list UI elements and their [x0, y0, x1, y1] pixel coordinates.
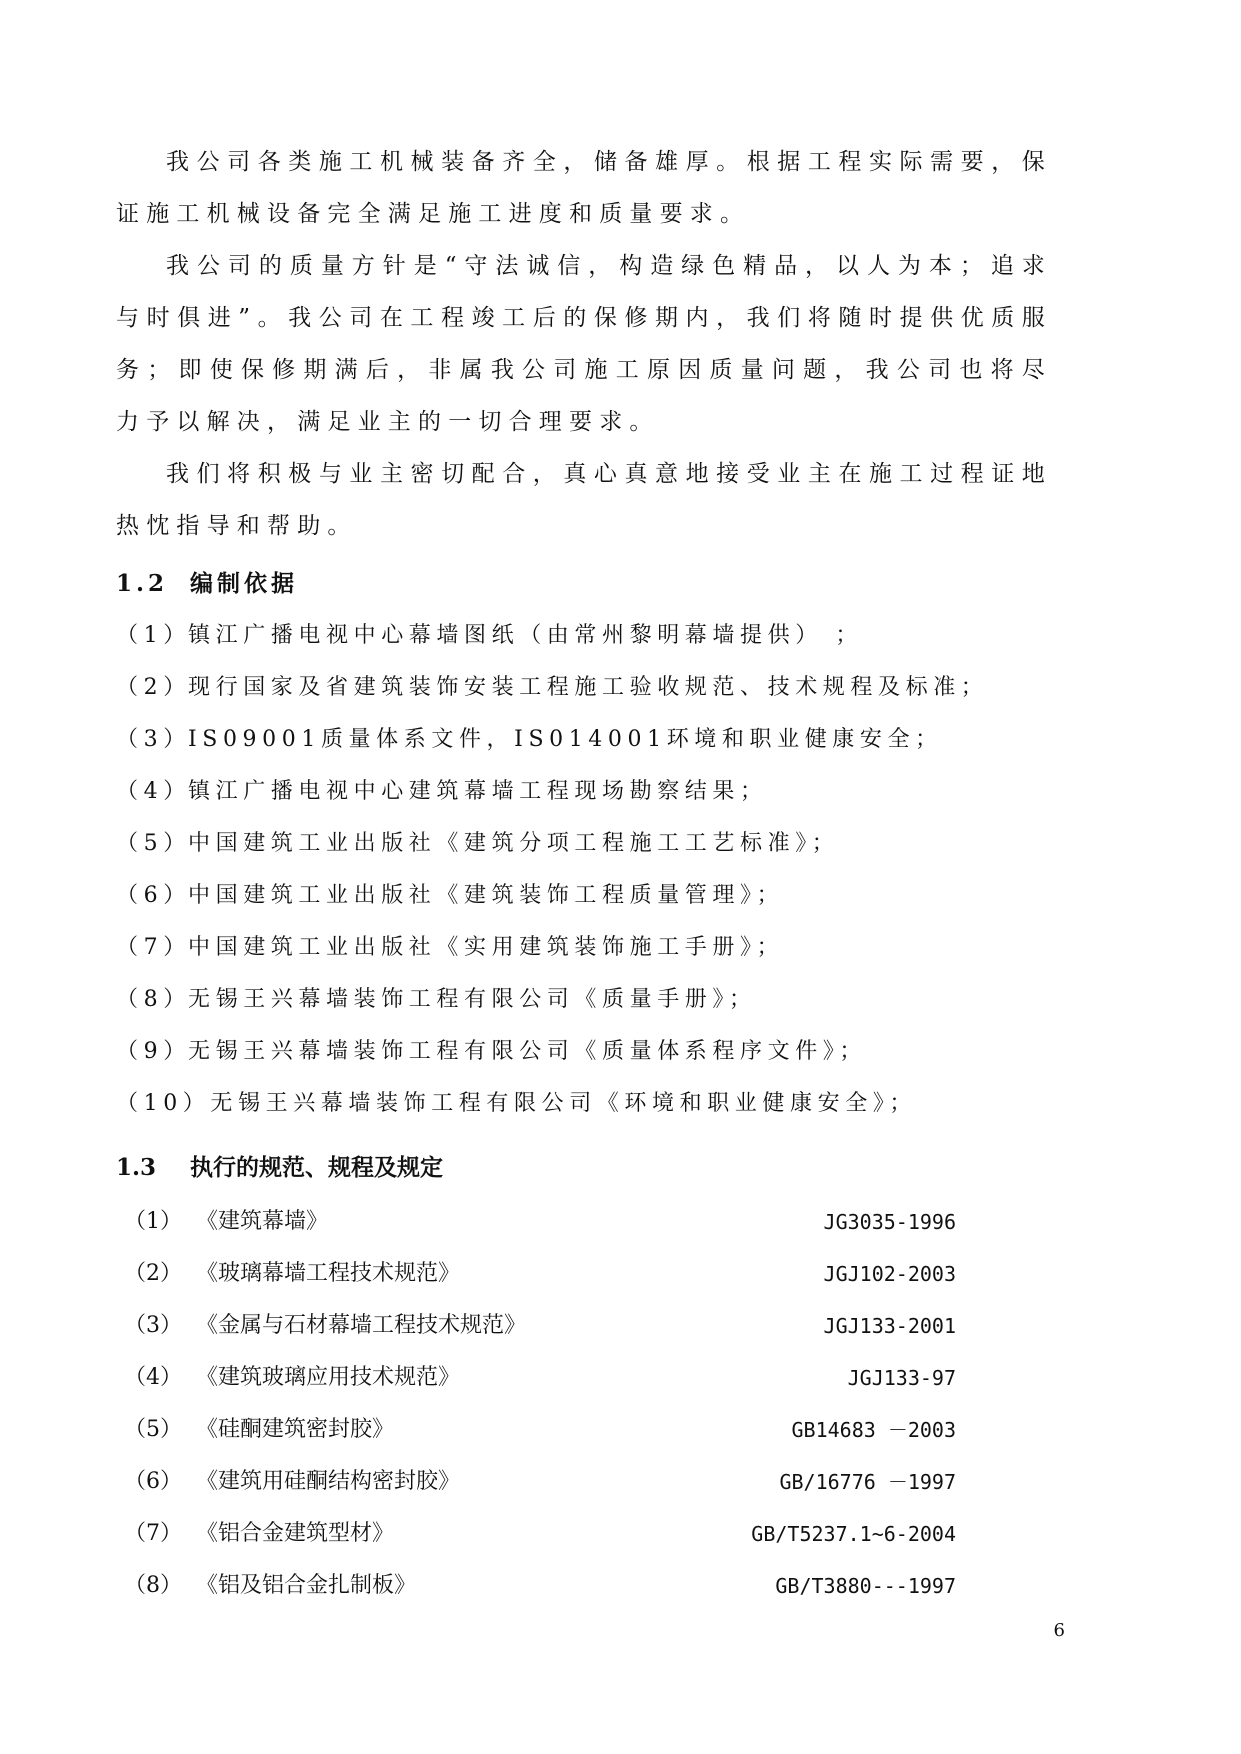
standard-code: GB/T5237.1~6-2004 — [751, 1522, 956, 1546]
standard-code: JGJ102-2003 — [823, 1262, 956, 1286]
list-item — [116, 818, 1056, 870]
standard-code: GB/16776 －1997 — [779, 1470, 956, 1494]
standard-code: JG3035-1996 — [823, 1210, 956, 1234]
item-text: IS09001质量体系文件，IS014001环境和职业健康安全； — [188, 727, 943, 752]
item-text: 无锡王兴幕墙装饰工程有限公司《质量手册》； — [188, 987, 757, 1012]
item-number: （4） — [116, 779, 191, 804]
list-item — [116, 1026, 1056, 1078]
item-number: （6） — [116, 883, 191, 908]
item-number: （5） — [116, 831, 191, 856]
item-text: 镇江广播电视中心幕墙图纸（由常州黎明幕墙提供） ； — [188, 623, 863, 648]
standard-title: 《金属与石材幕墙工程技术规范》 — [196, 1313, 527, 1338]
item-number: （8） — [116, 987, 191, 1012]
list-item — [116, 1078, 1056, 1130]
list-item — [116, 714, 1056, 766]
list-item — [116, 610, 1056, 662]
section-number: 1.2 — [116, 570, 169, 597]
standard-row — [116, 1456, 956, 1508]
paragraph-equipment: 我公司各类施工机械装备齐全，储备雄厚。根据工程实际需要，保证施工机械设备完全满足施工进度和质量要求。 — [116, 149, 1052, 227]
item-number: （3） — [116, 727, 191, 752]
item-text: 中国建筑工业出版社《实用建筑装饰施工手册》； — [188, 935, 785, 960]
standard-row — [116, 1196, 956, 1248]
paragraph-quality-policy: 我公司的质量方针是“守法诚信，构造绿色精品，以人为本；追求与时俱进”。我公司在工程竣工后的保修期内，我们将随时提供优质服务；即使保修期满后，非属我公司施工原因质量问题，我公司也将尽力予以解决，满足业主的一切合理要求。 — [116, 253, 1052, 435]
item-text: 中国建筑工业出版社《建筑装饰工程质量管理》； — [188, 883, 785, 908]
item-text: 无锡王兴幕墙装饰工程有限公司《质量体系程序文件》； — [188, 1039, 868, 1064]
standard-row — [116, 1508, 956, 1560]
standard-title: 《建筑幕墙》 — [196, 1209, 329, 1234]
standard-code: JGJ133-2001 — [823, 1314, 956, 1338]
list-item — [116, 870, 1056, 922]
item-number: （1） — [116, 623, 191, 648]
item-number: （1） — [124, 1209, 182, 1234]
item-number: （5） — [124, 1417, 182, 1442]
standard-title: 《建筑玻璃应用技术规范》 — [196, 1365, 461, 1390]
list-item — [116, 922, 1056, 974]
standard-title: 《铝及铝合金扎制板》 — [196, 1573, 417, 1598]
page-number: 6 — [1053, 1620, 1065, 1641]
section-title: 执行的规范、规程及规定 — [190, 1154, 443, 1181]
section-heading-1-3 — [116, 1142, 443, 1194]
item-number: （4） — [124, 1365, 182, 1390]
item-text: 中国建筑工业出版社《建筑分项工程施工工艺标准》； — [188, 831, 840, 856]
item-number: （7） — [124, 1521, 182, 1546]
standard-title: 《玻璃幕墙工程技术规范》 — [196, 1261, 461, 1286]
item-text: 无锡王兴幕墙装饰工程有限公司《环境和职业健康安全》； — [210, 1091, 918, 1116]
item-number: （10） — [116, 1091, 211, 1116]
item-number: （9） — [116, 1039, 191, 1064]
standards-list — [116, 1196, 956, 1612]
list-item — [116, 662, 1056, 714]
item-text: 现行国家及省建筑装饰安装工程施工验收规范、技术规程及标准； — [188, 675, 989, 700]
standard-row — [116, 1404, 956, 1456]
standard-row — [116, 1300, 956, 1352]
item-text: 镇江广播电视中心建筑幕墙工程现场勘察结果； — [188, 779, 768, 804]
paragraph-cooperation: 我们将积极与业主密切配合，真心真意地接受业主在施工过程证地热忱指导和帮助。 — [116, 461, 1052, 539]
standard-code: GB/T3880---1997 — [775, 1574, 956, 1598]
standard-row — [116, 1248, 956, 1300]
list-item — [116, 766, 1056, 818]
item-number: （6） — [124, 1469, 182, 1494]
item-number: （2） — [124, 1261, 182, 1286]
section-number: 1.3 — [116, 1154, 157, 1181]
item-number: （3） — [124, 1313, 182, 1338]
item-number: （8） — [124, 1573, 182, 1598]
standard-title: 《建筑用硅酮结构密封胶》 — [196, 1469, 461, 1494]
standard-code: JGJ133-97 — [847, 1366, 956, 1390]
section-title: 编制依据 — [190, 570, 298, 597]
standard-row — [116, 1560, 956, 1612]
standard-code: GB14683 －2003 — [791, 1418, 956, 1442]
standard-row — [116, 1352, 956, 1404]
basis-list — [116, 610, 1056, 1130]
standard-title: 《硅酮建筑密封胶》 — [196, 1417, 395, 1442]
item-number: （7） — [116, 935, 191, 960]
standard-title: 《铝合金建筑型材》 — [196, 1521, 395, 1546]
item-number: （2） — [116, 675, 191, 700]
section-heading-1-2 — [116, 558, 298, 610]
list-item — [116, 974, 1056, 1026]
